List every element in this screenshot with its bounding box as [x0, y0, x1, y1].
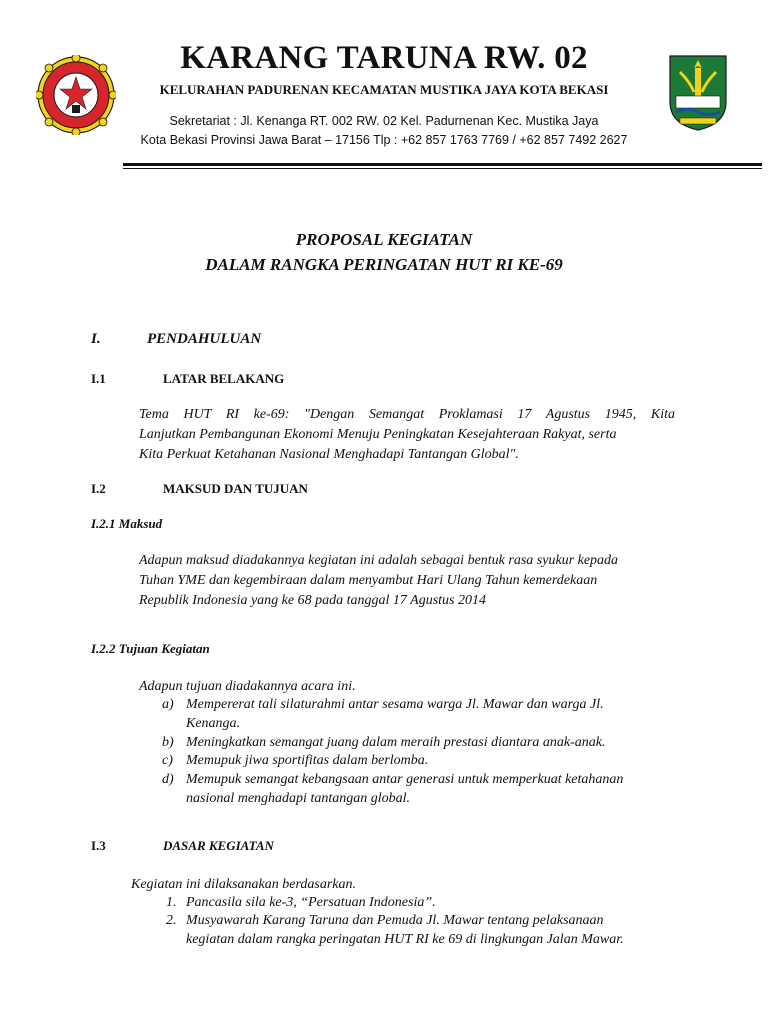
subsection-title: MAKSUD DAN TUJUAN — [163, 481, 308, 496]
letterhead-divider — [123, 163, 762, 166]
organization-title: KARANG TARUNA RW. 02 — [180, 40, 588, 76]
list-marker: a) — [162, 697, 174, 712]
paragraph-line: Republik Indonesia yang ke 68 pada tanggal 17 Agustus 2014 — [139, 593, 486, 608]
paragraph-line: Tema HUT RI ke-69: "Dengan Semangat Proklamasi 17 Agustus 1945, Kita — [139, 407, 675, 422]
subsection-title: DASAR KEGIATAN — [163, 838, 274, 853]
list-intro: Kegiatan ini dilaksanakan berdasarkan. — [131, 877, 357, 892]
list-intro: Adapun tujuan diadakannya acara ini. — [139, 679, 356, 694]
list-item-text: Musyawarah Karang Taruna dan Pemuda Jl. Mawar tentang pelaksanaan — [186, 913, 604, 928]
paragraph-line: Tuhan YME dan kegembiraan dalam menyambut Hari Ulang Tahun kemerdekaan — [139, 573, 598, 588]
list-marker: c) — [162, 753, 173, 768]
subsection-number: I.2 — [91, 481, 106, 496]
paragraph-line: Adapun maksud diadakannya kegiatan ini adalah sebagai bentuk rasa syukur kepada — [139, 553, 619, 568]
subsection-number: I.3 — [91, 838, 106, 853]
list-item-text: Mempererat tali silaturahmi antar sesama warga Jl. Mawar dan warga Jl. — [186, 697, 604, 712]
paragraph-line: Lanjutkan Pembangunan Ekonomi Menuju Peningkatan Kesejahteraan Rakyat, serta — [139, 427, 617, 442]
list-marker: 1. — [166, 895, 177, 910]
list-item-text: Pancasila sila ke-3, “Persatuan Indonesia”. — [186, 895, 436, 910]
list-item-text: Meningkatkan semangat juang dalam meraih prestasi diantara anak-anak. — [186, 735, 606, 750]
subsection-title: LATAR BELAKANG — [163, 371, 285, 386]
list-item-text: Memupuk semangat kebangsaan antar generasi untuk memperkuat ketahanan — [186, 772, 624, 787]
list-item-text: Memupuk jiwa sportifitas dalam berlomba. — [186, 753, 429, 768]
section-number: I. — [91, 331, 101, 347]
section-title: PENDAHULUAN — [147, 331, 262, 347]
contact-address: Kota Bekasi Provinsi Jawa Barat – 17156 Tlp : +62 857 1763 7769 / +62 857 7492 2627 — [140, 133, 628, 147]
list-item-text: nasional menghadapi tantangan global. — [186, 791, 410, 806]
list-item-text: Kenanga. — [186, 716, 241, 731]
document-title-line2: DALAM RANGKA PERINGATAN HUT RI KE-69 — [205, 255, 563, 274]
secretariat-address: Sekretariat : Jl. Kenanga RT. 002 RW. 02 Kel. Padurnenan Kec. Mustika Jaya — [169, 114, 599, 128]
document-title-line1: PROPOSAL KEGIATAN — [295, 230, 473, 249]
subsection-number: I.1 — [91, 371, 106, 386]
sub-subsection-heading: I.2.2 Tujuan Kegiatan — [91, 641, 210, 656]
letterhead-divider-thin — [123, 168, 762, 169]
list-marker: d) — [162, 772, 174, 787]
list-marker: b) — [162, 735, 174, 750]
organization-subtitle: KELURAHAN PADURENAN KECAMATAN MUSTIKA JAYA KOTA BEKASI — [159, 82, 609, 97]
sub-subsection-heading: I.2.1 Maksud — [91, 516, 163, 531]
paragraph-line: Kita Perkuat Ketahanan Nasional Menghadapi Tantangan Global". — [139, 447, 519, 462]
list-marker: 2. — [166, 913, 177, 928]
list-item-text: kegiatan dalam rangka peringatan HUT RI ke 69 di lingkungan Jalan Mawar. — [186, 932, 624, 947]
